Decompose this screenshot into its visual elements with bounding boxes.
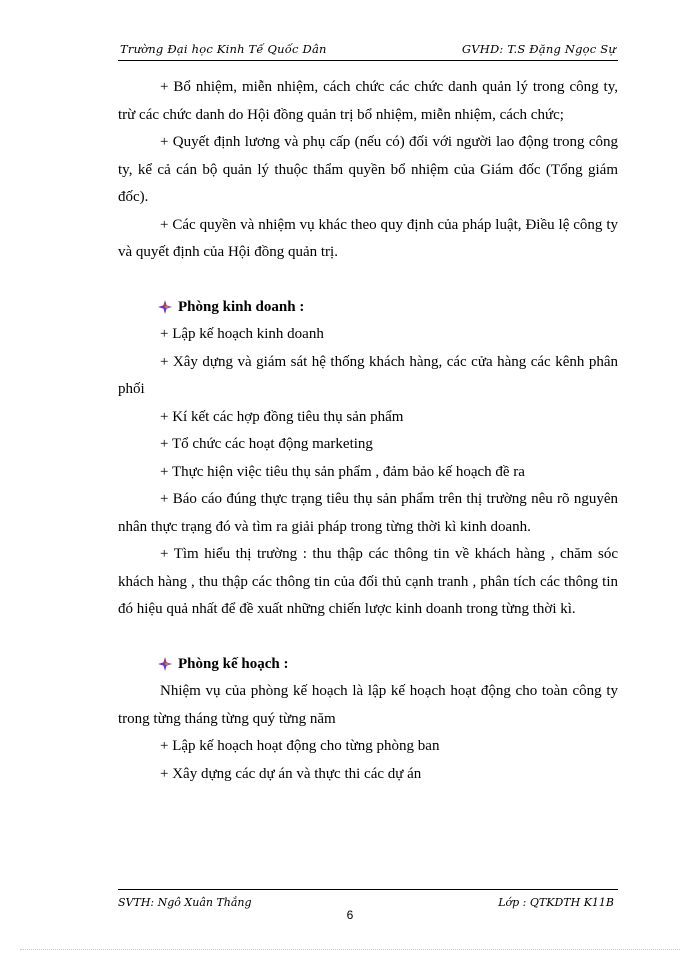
header-school: Trường Đại học Kinh Tế Quốc Dân (120, 42, 327, 56)
paragraph: + Bổ nhiệm, miễn nhiệm, cách chức các chức danh quản lý trong công ty, trừ các chức danh do Hội đồng quản trị bổ nhiệm, miễn nhiệm, cách chức; (118, 79, 618, 123)
list-item: Nhiệm vụ của phòng kế hoạch là lập kế hoạch hoạt động cho toàn công ty trong từng tháng từng quý từng năm (118, 683, 618, 727)
list-item: + Kí kết các hợp đồng tiêu thụ sản phẩm (160, 408, 404, 425)
section-heading-planning (118, 651, 618, 679)
list-item: + Lập kế hoạch kinh doanh (160, 326, 324, 342)
header-advisor: GVHD: T.S Đặng Ngọc Sự (461, 42, 616, 56)
four-point-star-bullet-icon (158, 657, 172, 671)
list-item: + Xây dựng và giám sát hệ thống khách hàng, các cửa hàng các kênh phân phối (118, 353, 618, 397)
document-body (118, 74, 618, 788)
section-heading-text: Phòng kế hoạch : (178, 655, 289, 672)
four-point-star-bullet-icon (158, 300, 172, 314)
page-footer (118, 889, 618, 908)
section-heading-sales (118, 294, 618, 322)
list-item: + Báo cáo đúng thực trạng tiêu thụ sản phẩm trên thị trường nêu rõ nguyên nhân thực trạng đó và tìm ra giải pháp trong từng thời kì kinh doanh. (118, 491, 618, 535)
list-item: + Xây dựng các dự án và thực thi các dự án (160, 765, 422, 782)
list-item: + Tìm hiểu thị trường : thu thập các thông tin về khách hàng , chăm sóc khách hàng , thu thập các thông tin của đối thủ cạnh tranh , phân tích các thông tin đó hiệu quả nhất để đề xuất những chiến lược kinh doanh trong từng thời kì. (118, 546, 618, 617)
footer-class: Lớp : QTKDTH K11B (498, 896, 614, 909)
paragraph: + Các quyền và nhiệm vụ khác theo quy định của pháp luật, Điều lệ công ty và quyết định của Hội đồng quản trị. (118, 216, 618, 260)
list-item: + Thực hiện việc tiêu thụ sản phẩm , đảm bảo kế hoạch đề ra (160, 463, 525, 480)
paragraph: + Quyết định lương và phụ cấp (nếu có) đối với người lao động trong công ty, kể cả cán bộ quản lý thuộc thẩm quyền bổ nhiệm của Giám đốc (Tổng giám đốc). (118, 134, 618, 205)
page-header (118, 38, 618, 61)
section-heading-text: Phòng kinh doanh : (178, 298, 305, 315)
page-boundary-rule (20, 949, 680, 950)
page-number: 6 (346, 908, 354, 922)
list-item: + Lập kế hoạch hoạt động cho từng phòng ban (160, 738, 440, 754)
footer-student: SVTH: Ngô Xuân Thắng (118, 896, 252, 909)
list-item: + Tổ chức các hoạt động marketing (160, 436, 373, 452)
